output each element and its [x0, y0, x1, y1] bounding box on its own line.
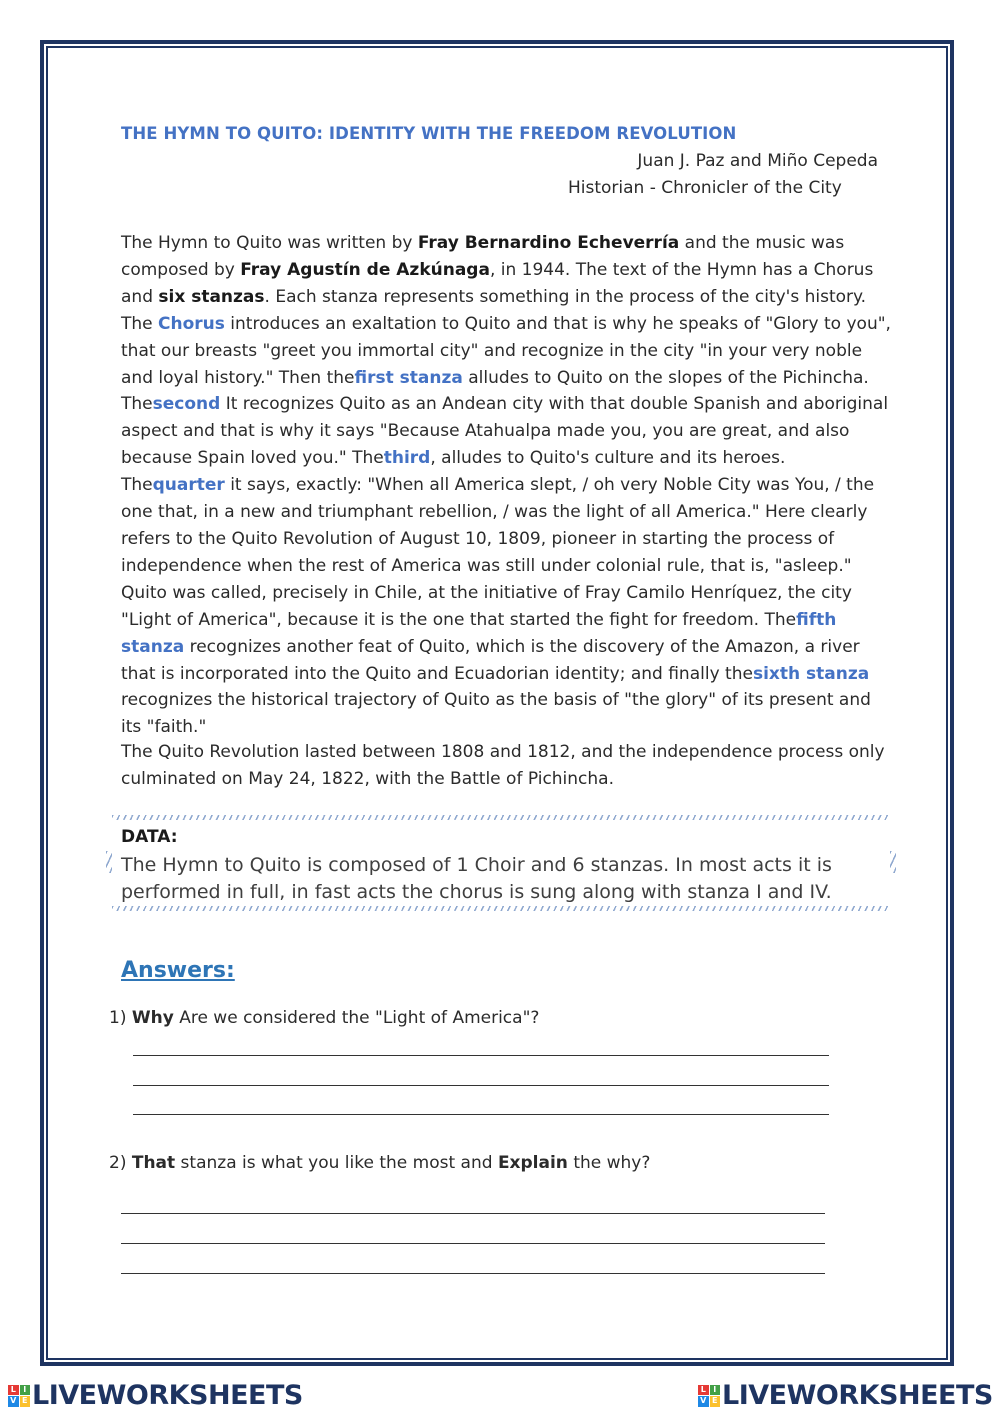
text-span: It recognizes Quito as an Andean city with that double Spanish and aboriginal aspect and that is why it says "Because Atahualpa made you, you are great, and also because Spain loved you." The	[121, 394, 889, 469]
liveworksheets-logo-right	[698, 1380, 993, 1411]
text-span: alludes to Quito on the slopes of the Pichincha. The	[121, 367, 869, 415]
question-keyword: Explain	[497, 1153, 568, 1173]
text-span: recognizes another feat of Quito, which is the discovery of the Amazon, a river that is incorporated into the Quito and Ecuadorian identity; and finally the	[121, 636, 860, 684]
logo-icon-letter: I	[20, 1385, 31, 1396]
sixth-stanza-highlight: sixth stanza	[752, 663, 870, 684]
text-span: introduces an exaltation to Quito and that is why he speaks of "Glory to you", that our breasts "greet you immortal city" and recognize in the city "in your very noble and loyal history." Then the	[121, 313, 891, 388]
text-span: , alludes to Quito's culture and its heroes. The	[121, 448, 786, 496]
author-role: Historian - Chronicler of the City	[568, 178, 842, 198]
text-span: and the music was composed by	[121, 233, 845, 280]
composer-name: Fray Agustín de Azkúnaga	[240, 259, 490, 280]
hatch-mark-left	[106, 851, 112, 873]
logo-text: LIVEWORKSHEETS	[722, 1380, 993, 1411]
data-text: The Hymn to Quito is composed of 1 Choir and 6 stanzas. In most acts it is performed in full, in fast acts the chorus is sung along with stanza I and IV.	[121, 854, 832, 903]
answer-line[interactable]	[121, 1273, 825, 1274]
chorus-highlight: Chorus	[158, 313, 225, 334]
data-label: DATA:	[121, 827, 178, 847]
six-stanzas-emphasis: six stanzas	[158, 286, 265, 307]
text-span: The Hymn to Quito was written by	[121, 233, 418, 253]
fifth-stanza-highlight: fifth stanza	[121, 609, 837, 657]
question-text: the why?	[567, 1153, 651, 1173]
text-span: . Each stanza represents something in the process of the city's history. The	[121, 286, 867, 334]
question-number: 2)	[109, 1153, 127, 1173]
answers-heading: Answers:	[121, 958, 235, 983]
quarter-stanza-highlight: quarter	[152, 475, 225, 496]
document-title: THE HYMN TO QUITO: IDENTITY WITH THE FREEDOM REVOLUTION	[121, 124, 737, 143]
liveworksheets-logo-left	[8, 1380, 303, 1411]
question-text: Are we considered the "Light of America"?	[173, 1008, 540, 1028]
third-stanza-highlight: third	[383, 448, 431, 469]
question-2	[109, 1153, 650, 1173]
body-paragraph-2: The Quito Revolution lasted between 1808 and 1812, and the independence process only culminated on May 24, 1822, with the Battle of Pichincha.	[121, 742, 885, 789]
text-span: it says, exactly: "When all America slept, / oh very Noble City was You, / the one that, in a new and triumphant rebellion, / was the light of all America." Here clearly refers to the Quito Revolution of August 10, 1809, pioneer in starting the process of independence when the rest of America was still under colonial rule, that is, "asleep." Quito was called, precisely in Chile, at the initiative of Fray Camilo Henríquez, the city "Light of America", because it is the one that started the fight for freedom. The	[121, 475, 875, 630]
liveworksheets-logo-icon	[8, 1385, 30, 1407]
logo-icon-letter: E	[710, 1396, 721, 1407]
question-number: 1)	[109, 1008, 127, 1028]
question-1	[109, 1008, 539, 1028]
answer-line[interactable]	[121, 1213, 825, 1214]
logo-text: LIVEWORKSHEETS	[32, 1380, 303, 1411]
logo-icon-letter: V	[698, 1396, 709, 1407]
text-span: recognizes the historical trajectory of Quito as the basis of "the glory" of its present and its "faith."	[121, 690, 871, 738]
liveworksheets-logo-icon	[698, 1385, 720, 1407]
logo-icon-letter: L	[698, 1385, 709, 1396]
question-text: stanza is what you like the most and	[175, 1153, 498, 1173]
answer-line[interactable]	[133, 1055, 829, 1056]
answer-line[interactable]	[133, 1114, 829, 1115]
logo-icon-letter: E	[20, 1396, 31, 1407]
logo-icon-letter: L	[8, 1385, 19, 1396]
text-span: , in 1944. The text of the Hymn has a Chorus and	[121, 259, 874, 307]
logo-icon-letter: I	[710, 1385, 721, 1396]
lyricist-name: Fray Bernardino Echeverría	[417, 233, 680, 253]
second-stanza-highlight: second	[152, 394, 221, 415]
first-stanza-highlight: first stanza	[354, 367, 463, 388]
data-callout	[112, 815, 890, 911]
question-keyword: Why	[131, 1008, 174, 1028]
answer-line[interactable]	[121, 1243, 825, 1244]
body-paragraph-1	[121, 230, 891, 741]
answer-line[interactable]	[133, 1085, 829, 1086]
author-name: Juan J. Paz and Miño Cepeda	[637, 151, 878, 171]
question-keyword: That	[131, 1153, 176, 1173]
hatch-border-top	[112, 815, 890, 820]
hatch-border-bottom	[112, 906, 890, 911]
logo-icon-letter: V	[8, 1396, 19, 1407]
